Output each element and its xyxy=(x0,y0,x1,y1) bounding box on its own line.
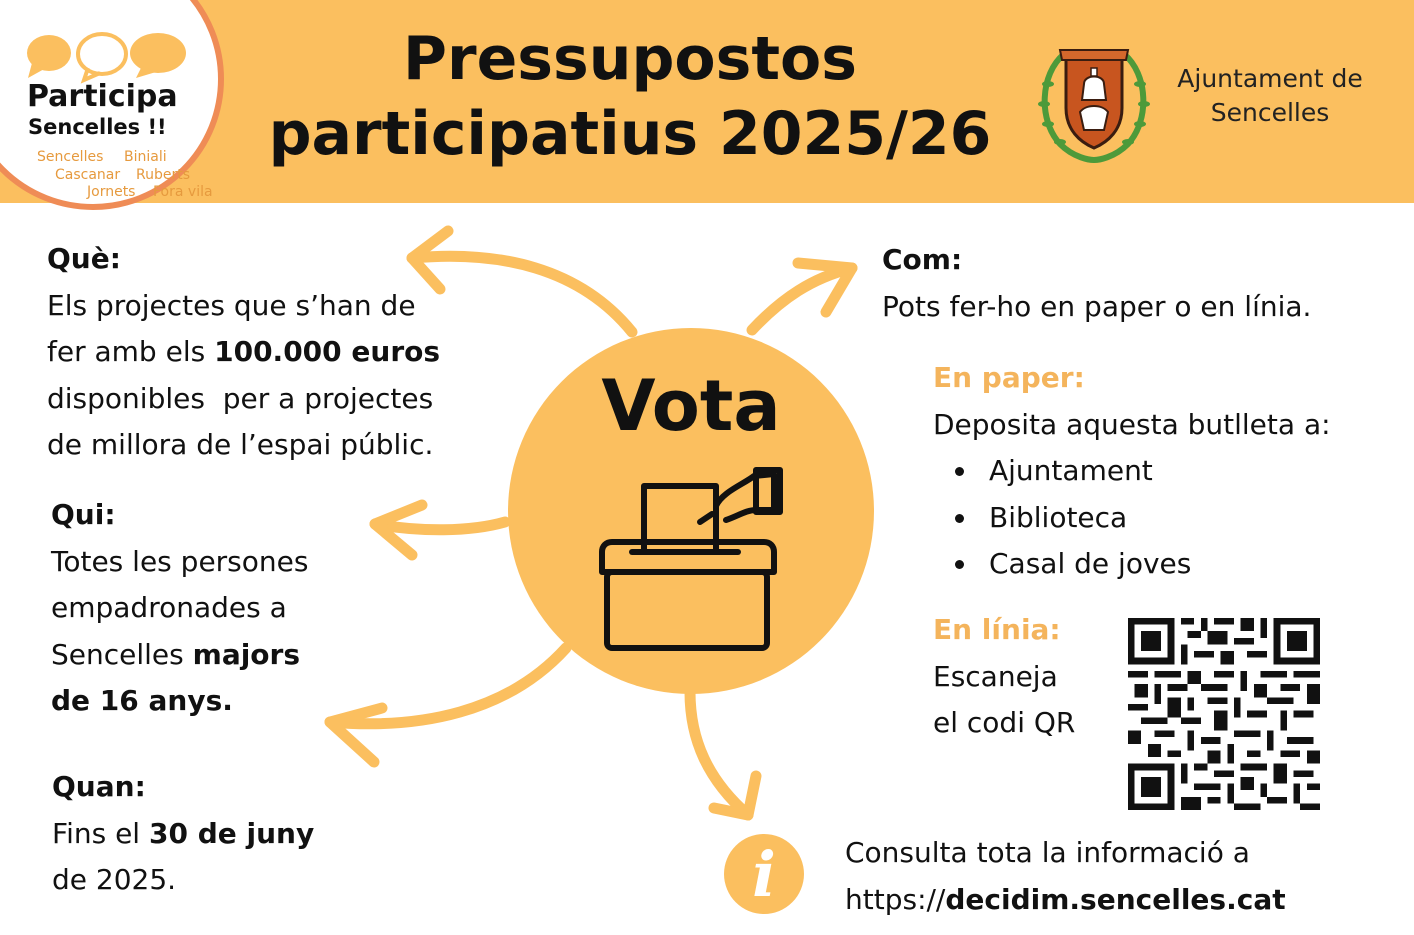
arrow-quan-head xyxy=(330,708,382,762)
vota-circle xyxy=(508,328,874,694)
com-section xyxy=(882,237,1311,330)
que-line-3: disponibles per a projectes xyxy=(47,381,434,415)
arrow-info xyxy=(690,692,748,815)
que-section xyxy=(47,236,440,469)
info-url-domain: decidim.sencelles.cat xyxy=(945,882,1286,916)
que-heading: Què: xyxy=(47,242,121,275)
title-line-2: participatius 2025/26 xyxy=(268,99,992,169)
logo-sencelles-text: Sencelles !! xyxy=(28,115,167,139)
ballot-box-icon xyxy=(596,464,796,658)
qui-line-1: Totes les persones xyxy=(51,544,309,578)
en-paper-heading: En paper: xyxy=(933,361,1085,394)
quan-line-2: de 2025. xyxy=(52,863,177,896)
village-label: Cascanar xyxy=(55,167,121,183)
qui-line-4: de 16 anys. xyxy=(51,684,233,717)
quan-line-1 xyxy=(52,811,314,858)
qui-majors: majors xyxy=(192,637,301,671)
en-linia-section xyxy=(933,607,1075,747)
com-text: Pots fer-ho en paper o en línia. xyxy=(882,289,1312,323)
title-line-1: Pressupostos xyxy=(403,24,857,94)
places-list xyxy=(933,448,1331,588)
que-line-4: de millora de l’espai públic. xyxy=(47,428,434,461)
ajuntament-name xyxy=(1165,62,1375,130)
village-label: Ruberts xyxy=(136,167,191,183)
vota-label: Vota xyxy=(601,365,781,447)
village-label: Fora vila xyxy=(153,184,213,200)
page-title xyxy=(250,22,1010,172)
info-url[interactable] xyxy=(845,877,1286,924)
en-linia-line-2: el codi QR xyxy=(933,706,1076,739)
list-item: Ajuntament xyxy=(933,448,1331,495)
qui-line-3 xyxy=(51,632,308,679)
logo-participa-text: Participa xyxy=(27,79,178,114)
village-label: Biniali xyxy=(124,149,167,165)
que-line-2 xyxy=(47,329,440,376)
que-amount: 100.000 euros xyxy=(214,335,441,368)
en-linia-line-1: Escaneja xyxy=(933,659,1058,693)
que-line-1: Els projectes que s’han de xyxy=(47,288,416,322)
en-paper-section xyxy=(933,355,1331,588)
info-icon: i xyxy=(724,834,804,914)
info-line-1: Consulta tota la informació a xyxy=(845,836,1250,869)
arrow-qui xyxy=(375,522,505,530)
village-label: Jornets xyxy=(87,184,136,200)
ajuntament-line-2: Sencelles xyxy=(1210,98,1330,127)
info-section xyxy=(845,830,1286,923)
que-line-2-text: fer amb els xyxy=(47,335,215,368)
quan-section xyxy=(52,764,314,904)
quan-date: 30 de juny xyxy=(149,816,315,850)
list-item: Casal de joves xyxy=(933,541,1331,588)
en-paper-text: Deposita aquesta butlleta a: xyxy=(933,407,1331,441)
quan-line-1-text: Fins el xyxy=(52,816,149,850)
village-label: Sencelles xyxy=(37,149,104,165)
quan-heading: Quan: xyxy=(52,770,146,803)
info-url-prefix: https:// xyxy=(845,882,946,916)
arrow-que xyxy=(412,256,632,332)
qui-line-3-text: Sencelles xyxy=(51,637,193,671)
en-linia-heading: En línia: xyxy=(933,613,1061,646)
qr-code[interactable] xyxy=(1128,618,1320,810)
qui-heading: Qui: xyxy=(51,498,116,531)
qui-line-2: empadronades a xyxy=(51,591,287,624)
ajuntament-line-1: Ajuntament de xyxy=(1177,64,1363,93)
qui-section xyxy=(51,492,308,725)
coat-of-arms-icon xyxy=(1034,38,1154,166)
com-heading: Com: xyxy=(882,243,963,276)
list-item: Biblioteca xyxy=(933,495,1331,542)
speech-bubbles-icon xyxy=(24,28,194,84)
